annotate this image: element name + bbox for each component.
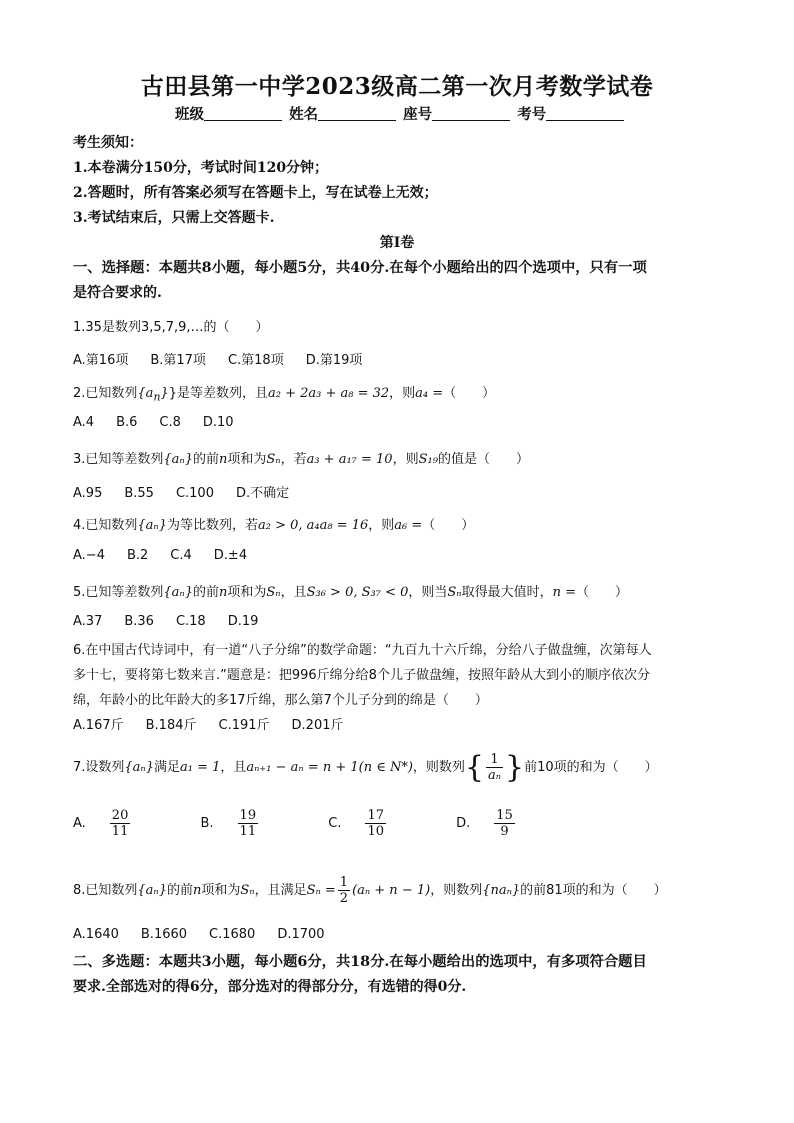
q5-sn: Sₙ	[266, 585, 281, 600]
q8-frac-den: 2	[339, 891, 349, 906]
option-d: D.1700	[277, 927, 325, 942]
question-3-options	[73, 482, 311, 501]
option-d: D.201斤	[291, 718, 344, 733]
q4-mid: 为等比数列，若	[166, 518, 258, 533]
q5-pre: 5.已知等差数列	[73, 585, 164, 600]
question-2-options	[73, 415, 256, 430]
q3-cond: a₃ + a₁₇ = 10	[306, 452, 393, 467]
question-6-line2: 多十七，要将第七数来言.”题意是：把996斤绵分给8个儿子做盘缠，按照年龄从大到小的顺序依次分	[73, 668, 650, 683]
student-info-row	[175, 103, 626, 124]
option-d	[456, 808, 559, 839]
option-a: A.167斤	[73, 718, 124, 733]
question-1: 1.35是数列3,5,7,9,…的（ ）	[73, 320, 269, 335]
option-d: D.10	[202, 415, 234, 430]
name-label: 姓名	[289, 106, 319, 123]
option-b: B.184斤	[145, 718, 197, 733]
option-a: A.37	[73, 614, 103, 629]
section1-instructions-line1: 一、选择题：本题共8小题，每小题5分，共40分.在每个小题给出的四个选项中，只有一项	[73, 260, 647, 276]
q7-seq: {aₙ}	[124, 760, 154, 775]
question-6-line3: 绵，年龄小的比年龄大的多17斤绵，那么第7个儿子分到的绵是（ ）	[73, 693, 488, 708]
q8-fraction	[338, 875, 350, 906]
option-b: B.第17项	[150, 353, 206, 368]
left-brace-icon: {	[464, 750, 485, 785]
option-c-num: 17	[367, 808, 384, 823]
section1-instructions-line2: 是符合要求的.	[73, 285, 162, 301]
name-blank	[318, 106, 396, 121]
option-b-num: 19	[239, 808, 257, 823]
q8-seq: {aₙ}	[137, 883, 167, 898]
q5-n: n	[218, 585, 228, 600]
q5-cond-pre: ，且	[280, 585, 307, 600]
q3-mid2: 项和为	[227, 452, 267, 467]
q2-pre: 2.已知数列	[73, 386, 138, 401]
q3-pre: 3.已知等差数列	[73, 452, 164, 467]
q3-seq: {aₙ}	[163, 452, 193, 467]
question-6-line1: 6.在中国古代诗词中，有一道“八子分绵”的数学命题：“九百九十六斤绵，分给八子做盘缠，次第每人	[73, 643, 652, 658]
q2-ask: a₄ =	[415, 386, 444, 401]
q8-mid3: ，且满足	[254, 883, 307, 898]
question-2	[73, 382, 495, 404]
q5-ask2: n =	[552, 585, 576, 600]
option-c: C.100	[175, 486, 214, 501]
q5-mid: 的前	[192, 585, 219, 600]
question-8	[73, 875, 667, 906]
option-b-label: B.	[200, 816, 214, 831]
q2-seq: $\{a_n\}$	[137, 386, 169, 404]
q7-mid: 满足	[153, 760, 180, 775]
q7-pre: 7.设数列	[73, 760, 125, 775]
exam-number-label: 考号	[517, 106, 547, 123]
q2-post: ，则	[389, 386, 416, 401]
question-8-options	[73, 927, 347, 942]
q3-n: n	[218, 452, 228, 467]
option-a: A.95	[73, 486, 103, 501]
q7-frac-num: 1	[486, 752, 503, 768]
option-d-num: 15	[496, 808, 513, 823]
option-a: A.第16项	[73, 353, 129, 368]
question-4	[73, 514, 474, 533]
option-c-label: C.	[328, 816, 342, 831]
q7-frac-den: aₙ	[488, 768, 502, 783]
option-b-fraction	[238, 808, 281, 839]
q3-tail: 的值是（ ）	[437, 452, 529, 467]
question-6-options	[73, 714, 366, 733]
question-1-options	[73, 349, 384, 368]
seat-blank	[432, 106, 510, 121]
option-c-fraction	[365, 808, 408, 839]
q8-mid: 的前	[166, 883, 193, 898]
question-7	[73, 750, 658, 785]
option-a-num: 20	[111, 808, 129, 823]
q5-ask-pre: ，则当	[408, 585, 448, 600]
option-b	[200, 808, 302, 839]
q5-cond: S₃₆ > 0, S₃₇ < 0	[306, 585, 409, 600]
option-a: A.−4	[73, 548, 105, 563]
option-c: C.1680	[209, 927, 256, 942]
q2-mid: }是等差数列，且	[168, 386, 268, 401]
option-b: B.6	[116, 415, 138, 430]
question-4-options	[73, 548, 269, 563]
q8-mid2: 项和为	[201, 883, 241, 898]
notice-item-1: 1.本卷满分150分，考试时间120分钟；	[73, 160, 329, 176]
option-c: C.第18项	[227, 353, 284, 368]
q4-ask-pre: ，则	[368, 518, 395, 533]
option-a-label: A.	[73, 816, 86, 831]
right-brace-icon: }	[505, 750, 525, 785]
question-5	[73, 581, 628, 600]
option-b-den: 11	[239, 824, 257, 839]
q4-pre: 4.已知数列	[73, 518, 138, 533]
option-d: D.不确定	[235, 486, 290, 501]
class-label: 班级	[175, 106, 204, 123]
q8-tail: 的前81项的和为（ ）	[520, 883, 667, 898]
notice-item-3: 3.考试结束后，只需上交答题卡.	[73, 210, 275, 226]
q2-tail: （ ）	[443, 386, 496, 401]
option-c	[328, 808, 430, 839]
q4-tail: （ ）	[422, 518, 475, 533]
class-blank	[204, 106, 282, 121]
option-a: A.1640	[73, 927, 119, 942]
option-d: D.第19项	[305, 353, 363, 368]
q3-cond-pre: ，若	[280, 452, 307, 467]
option-d: D.19	[227, 614, 259, 629]
option-b: B.2	[126, 548, 149, 563]
option-c: C.18	[175, 614, 206, 629]
option-b: B.1660	[140, 927, 188, 942]
q3-ask: S₁₉	[418, 452, 438, 467]
question-5-options	[73, 614, 280, 629]
q8-rhs: (aₙ + n − 1)	[352, 883, 431, 898]
q5-tail2: （ ）	[575, 585, 628, 600]
option-d: D.±4	[213, 548, 248, 563]
section2-instructions-line2: 要求.全部选对的得6分，部分选对的得部分分，有选错的得0分.	[73, 979, 467, 995]
question-3	[73, 448, 529, 467]
option-c: C.4	[170, 548, 192, 563]
q5-ask: Sₙ	[447, 585, 462, 600]
section2-instructions-line1: 二、多选题：本题共3小题，每小题6分，共18分.在每小题给出的选项中，有多项符合题目	[73, 954, 647, 970]
option-a-den: 11	[111, 824, 129, 839]
q4-cond: a₂ > 0, a₄a₈ = 16	[257, 518, 369, 533]
option-c-den: 10	[367, 824, 384, 839]
q8-pre: 8.已知数列	[73, 883, 138, 898]
option-a	[73, 808, 174, 839]
q7-fraction	[486, 752, 503, 783]
q7-mid2: ，且	[220, 760, 247, 775]
q7-c1: a₁ = 1	[179, 760, 221, 775]
q8-lhs: Sₙ =	[306, 883, 336, 898]
q2-expr: a₂ + 2a₃ + a₈ = 32	[267, 386, 390, 401]
seat-label: 座号	[403, 106, 433, 123]
option-b: B.36	[124, 614, 154, 629]
q7-tail: 前10项的和为（ ）	[524, 760, 658, 775]
q3-sn: Sₙ	[266, 452, 281, 467]
option-c: C.191斤	[218, 718, 270, 733]
option-d-fraction	[494, 808, 537, 839]
q8-mid4: ，则数列	[430, 883, 483, 898]
q8-sn: Sₙ	[240, 883, 255, 898]
notice-item-2: 2.答题时，所有答案必须写在答题卡上，写在试卷上无效；	[73, 185, 438, 201]
q8-n: n	[192, 883, 202, 898]
q4-seq: {aₙ}	[137, 518, 167, 533]
q8-frac-num: 1	[339, 875, 349, 890]
q3-ask-pre: ，则	[392, 452, 419, 467]
q3-mid: 的前	[192, 452, 219, 467]
q5-tail: 取得最大值时，	[461, 585, 553, 600]
option-d-den: 9	[500, 824, 509, 839]
option-c: C.8	[159, 415, 181, 430]
option-d-label: D.	[456, 816, 471, 831]
part-title: 第I卷	[379, 235, 415, 251]
option-b: B.55	[124, 486, 154, 501]
question-7-options	[73, 808, 581, 839]
q7-mid3: ，则数列	[412, 760, 465, 775]
page-title: 古田县第一中学2023级高二第一次月考数学试卷	[140, 73, 654, 100]
q4-ask: a₆ =	[394, 518, 423, 533]
option-a: A.4	[73, 415, 95, 430]
q5-seq: {aₙ}	[163, 585, 193, 600]
notice-heading: 考生须知：	[73, 135, 143, 151]
q5-mid2: 项和为	[227, 585, 267, 600]
exam-number-blank	[546, 106, 624, 121]
option-a-fraction	[110, 808, 153, 839]
q8-seq2: {naₙ}	[482, 883, 521, 898]
q7-c2: aₙ₊₁ − aₙ = n + 1(n ∈ N*)	[246, 760, 413, 775]
